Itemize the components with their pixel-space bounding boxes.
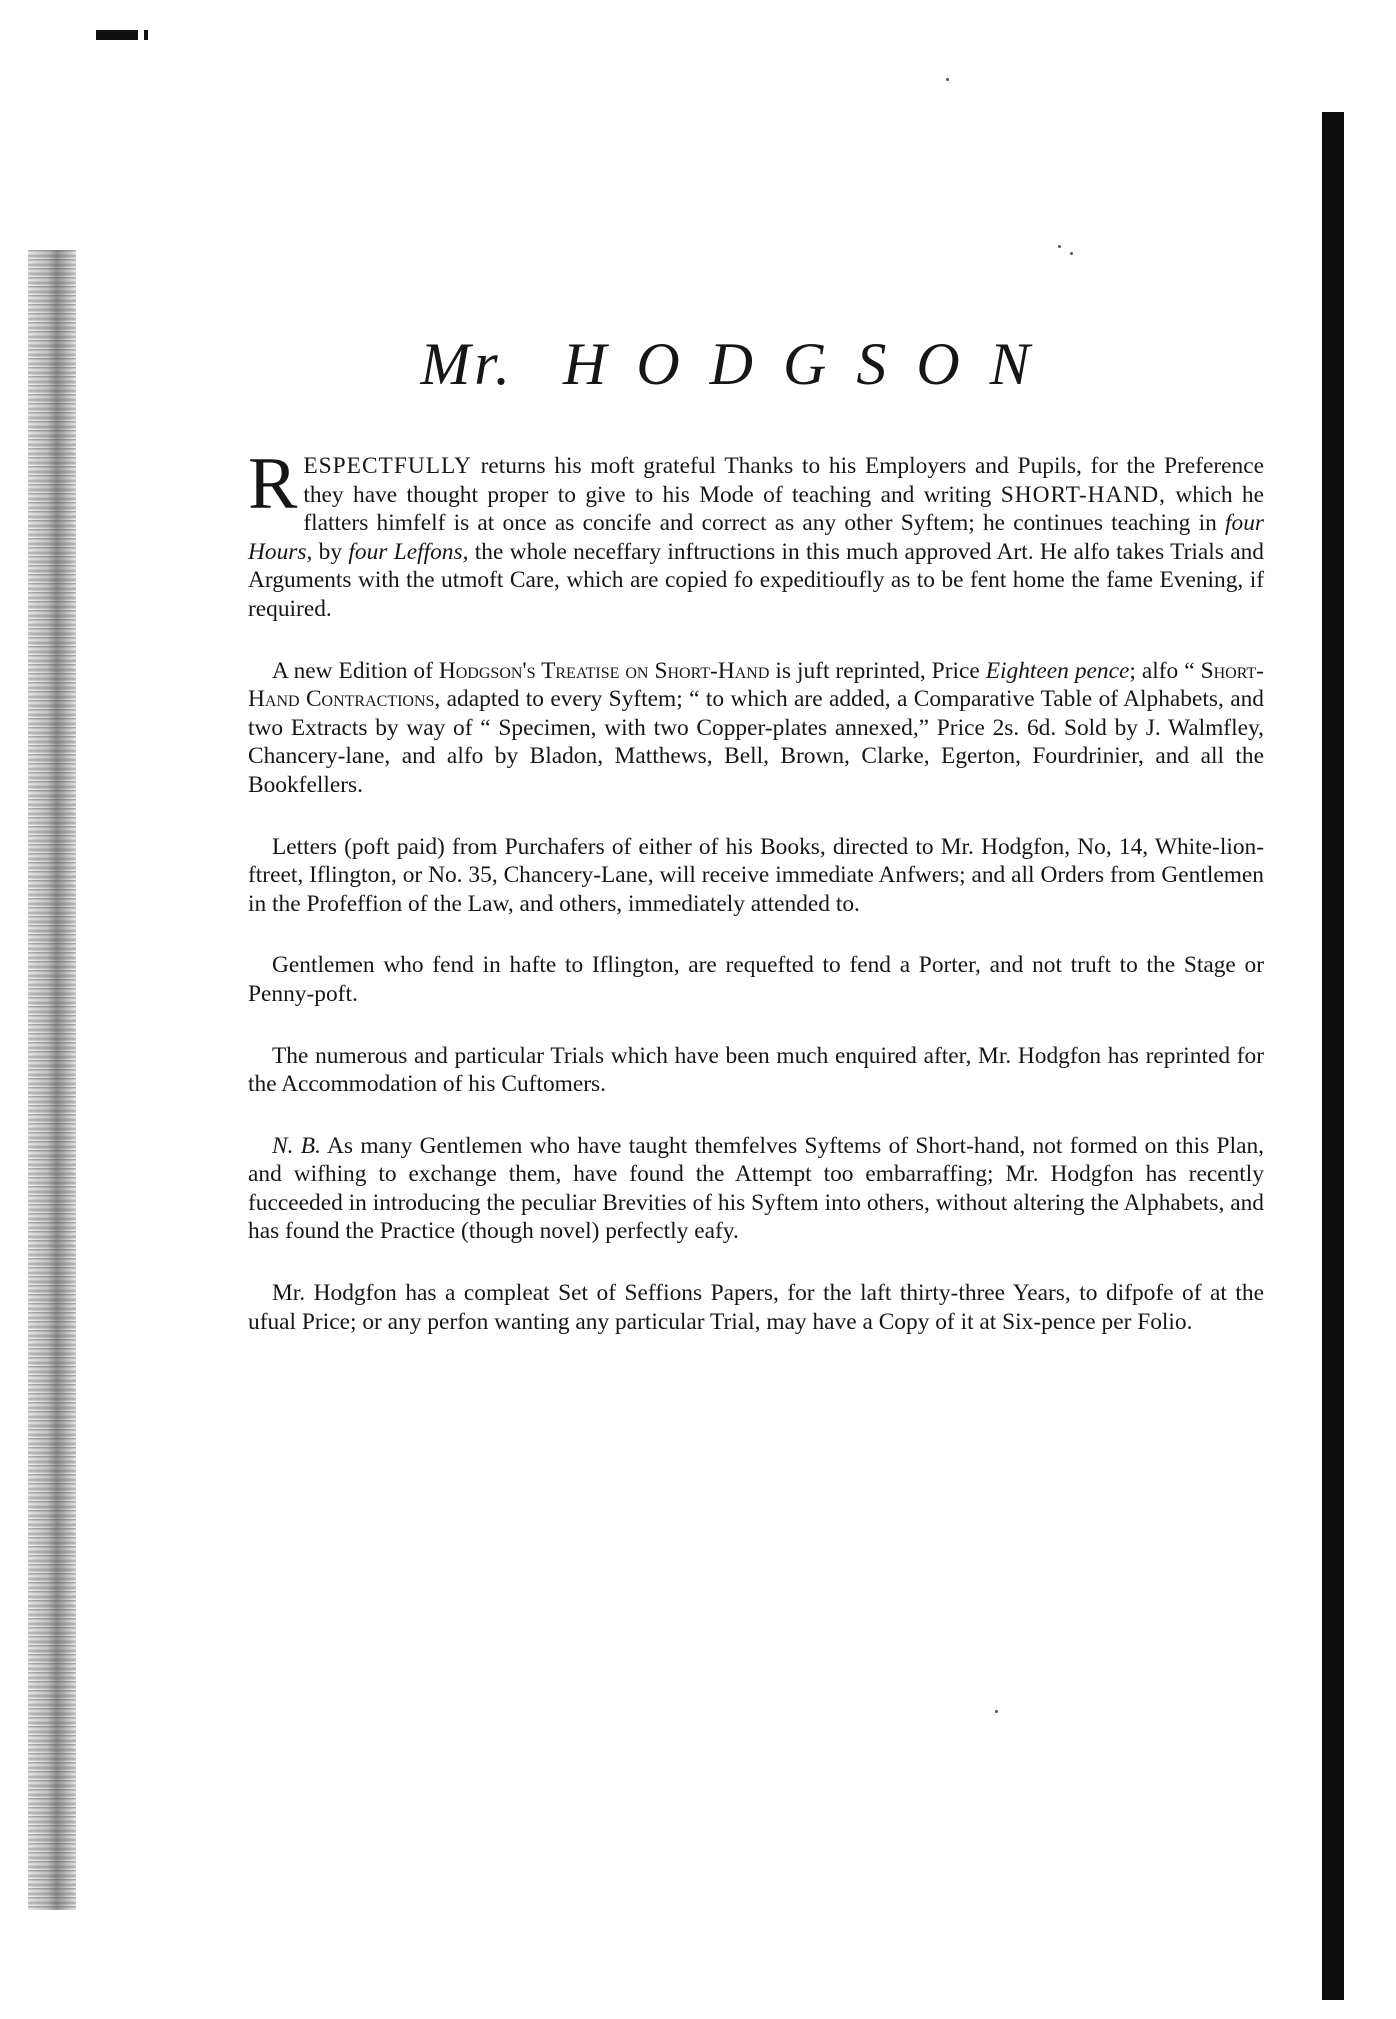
paragraph-sessions-papers: Mr. Hodgfon has a compleat Set of Seffions Papers, for the laft thirty-three Years, to difpofe of at the ufual Price; or any perfon wanting any particular Trial, may have a Copy of it at Six-pence per Folio.: [248, 1280, 1264, 1335]
nota-bene-text: As many Gentlemen who have taught themfelves Syftems of Short-hand, not formed on this Plan, and wifhing to exchange them, have found the Attempt too embarraffing; Mr. Hodgfon has recently fucceeded in introducing the peculiar Brevities of his Syftem into others, without altering the Alphabets, and has found the Practice (though novel) perfectly eafy.: [248, 1132, 1264, 1245]
paragraph-trials: The numerous and particular Trials which have been much enquired after, Mr. Hodgfon has reprinted for the Accommodation of his Cuftomers.: [248, 1042, 1264, 1098]
advertisement-body: [248, 443, 1265, 1369]
edition-text-d: adapted to every Syftem; “ to which are added, a Comparative Table of Alphabets, and two Extracts by way of “ Specimen, with two Copper-plates annexed,” Price 2s. 6d. Sold by J. Walmfley, Chancery-lane, and alfo by Bladon, Matthews, Bell, Brown, Clarke, Egerton, Fourdrinier, and all the Bookfellers.: [248, 686, 1264, 798]
four-hours: four Hours,: [248, 510, 1264, 565]
nota-bene-label: N. B.: [272, 1132, 321, 1159]
contractions-title: Short-Hand Contractions,: [248, 657, 1264, 713]
intro-text-c: by: [312, 538, 349, 565]
page-title: [200, 330, 1280, 399]
speck: [1058, 245, 1061, 248]
intro-text-b: which he flatters himfelf is at once as concife and correct as any other Syftem; he continues teaching in: [303, 481, 1265, 537]
intro-text-d: the whole neceffary inftructions in this much approved Art. He alfo takes Trials and Arguments with the utmoft Care, which are copied fo expeditioufly as to be fent home the fame Evening, if required.: [248, 538, 1264, 622]
treatise-title: Hodgson's Treatise on Short-Hand: [438, 657, 770, 684]
paragraph-gentlemen: Gentlemen who fend in hafte to Iflington, are requefted to fend a Porter, and not truft to the Stage or Penny-poft.: [248, 952, 1264, 1007]
binding-shadow: [28, 250, 76, 1910]
paragraph-new-edition: [248, 657, 1264, 800]
title-prefix: Mr.: [420, 331, 514, 397]
scan-corner-tick: [144, 30, 148, 40]
title-name: HODGSON: [563, 331, 1060, 397]
intro-caps: ESPECTFULLY: [303, 453, 472, 479]
four-lessons: four Leffons,: [348, 538, 469, 565]
edition-text-b: is juft reprinted, Price: [769, 657, 986, 684]
scan-corner-mark: [96, 30, 138, 40]
edition-text-a: A new Edition of: [272, 657, 439, 684]
shorthand-caps: SHORT-HAND,: [1000, 481, 1167, 508]
price-eighteen-pence: Eighteen pence: [985, 657, 1130, 684]
speck: [995, 1710, 998, 1713]
paragraph-intro: [248, 443, 1265, 624]
edition-text-c: ; alfo “: [1129, 657, 1201, 684]
paragraph-letters: Letters (poft paid) from Purchafers of either of his Books, directed to Mr. Hodgfon, No, 14, White-lion-ftreet, Iflington, or No. 35, Chancery-Lane, will receive immediate Anfwers; and all Orders from Gentlemen in the Profeffion of the Law, and others, immediately attended to.: [248, 833, 1264, 917]
speck: [946, 78, 949, 81]
intro-text-a: returns his moft grateful Thanks to his Employers and Pupils, for the Preference they have thought proper to give to his Mode of teaching and writing: [303, 453, 1264, 508]
paragraph-nota-bene: [248, 1132, 1264, 1246]
drop-cap: R: [248, 443, 298, 525]
speck: [1070, 252, 1073, 255]
page-edge-shadow: [1322, 112, 1344, 2000]
